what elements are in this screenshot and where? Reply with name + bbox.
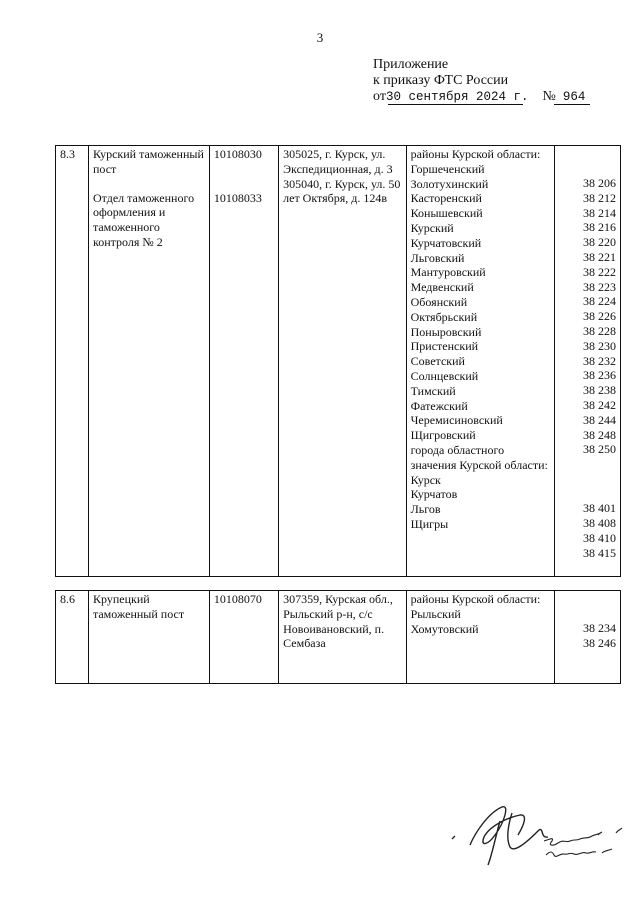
districts-heading: районы Курской области: <box>410 592 541 606</box>
district-code: 38 228 <box>583 323 616 338</box>
district-name: Хомутовский <box>410 621 479 636</box>
district-name: Курчатовский <box>410 235 482 250</box>
district-name: Советский <box>410 354 465 369</box>
district-code: 38 236 <box>583 368 616 383</box>
district-name: Щигровский <box>410 428 476 443</box>
district-code: 38 246 <box>583 635 616 650</box>
post-name: Курский таможенный пост <box>92 147 204 176</box>
district-code: 38 216 <box>583 220 616 235</box>
district-name: Поныровский <box>410 324 482 339</box>
district-name: Рыльский <box>410 606 461 621</box>
appendix-label: Приложение <box>373 57 449 72</box>
city-name: Курск <box>410 472 441 487</box>
district-name: Медвенский <box>410 280 474 295</box>
city-name: Курчатов <box>410 487 458 502</box>
region-codes-cell <box>555 146 621 577</box>
district-name: Конышевский <box>410 206 483 221</box>
cities-heading: города областного значения Курской области: <box>410 442 548 472</box>
signature-block <box>440 795 630 880</box>
district-code: 38 232 <box>583 353 616 368</box>
city-code: 38 401 <box>583 501 616 516</box>
number-underline <box>554 104 590 105</box>
city-name: Щигры <box>410 516 449 531</box>
district-code: 38 220 <box>583 235 616 250</box>
district-code: 38 222 <box>583 264 616 279</box>
district-code: 38 224 <box>583 294 616 309</box>
order-header <box>373 57 585 105</box>
customs-table-krupets <box>55 590 621 684</box>
post-address: 305025, г. Курск, ул. Экспедиционная, д. 3 <box>283 147 393 176</box>
district-name: Курский <box>410 220 454 235</box>
row-number: 8.6 <box>56 591 89 684</box>
district-code: 38 242 <box>583 397 616 412</box>
order-date: 30 сентября 2024 г. <box>385 90 529 104</box>
district-code: 38 238 <box>583 383 616 398</box>
region-codes-cell <box>555 591 621 684</box>
district-name: Пристенский <box>410 339 479 354</box>
order-number: 964 <box>562 90 586 104</box>
district-name: Льговский <box>410 250 465 265</box>
district-code: 38 206 <box>583 176 616 190</box>
district-code: 38 221 <box>583 249 616 264</box>
district-code: 38 230 <box>583 338 616 353</box>
handwritten-signature <box>440 795 630 875</box>
district-name: Октябрьский <box>410 309 478 324</box>
order-date-line <box>373 89 585 105</box>
address-cell <box>279 146 407 577</box>
post-code: 10108030 <box>213 147 262 161</box>
post-code-cell <box>209 146 278 577</box>
district-code: 38 212 <box>583 190 616 205</box>
district-name: Касторенский <box>410 191 482 206</box>
order-reference: к приказу ФТС России <box>373 73 509 88</box>
table-row <box>56 146 621 577</box>
post-name: Крупецкий таможенный пост <box>88 591 209 684</box>
subdivision-name: Отдел таможенного оформления и таможенного контроля № 2 <box>92 190 195 249</box>
customs-table-kursk <box>55 145 621 577</box>
district-name: Обоянский <box>410 294 468 309</box>
table-row <box>56 591 621 684</box>
subdivision-address: 305040, г. Курск, ул. 50 лет Октября, д. 124в <box>283 176 401 206</box>
district-code: 38 250 <box>583 442 616 457</box>
region-names-cell <box>406 146 554 577</box>
district-code: 38 226 <box>583 309 616 324</box>
number-prefix: № <box>542 89 556 104</box>
district-name: Фатежский <box>410 398 468 413</box>
district-name: Горшеченский <box>410 161 485 176</box>
district-name: Солнцевский <box>410 368 479 383</box>
date-underline <box>388 104 523 105</box>
city-code: 38 408 <box>583 515 616 530</box>
district-code: 38 244 <box>583 412 616 427</box>
district-name: Мантуровский <box>410 265 486 280</box>
district-name: Золотухинский <box>410 176 489 191</box>
post-name-cell <box>88 146 209 577</box>
district-code: 38 248 <box>583 427 616 442</box>
city-code: 38 410 <box>583 530 616 545</box>
subdivision-code: 10108033 <box>213 190 262 205</box>
city-name: Льгов <box>410 502 441 517</box>
post-code: 10108070 <box>209 591 278 684</box>
districts-heading: районы Курской области: <box>410 147 541 161</box>
post-address: 307359, Курская обл., Рыльский р-н, с/с Новоивановский, п. Сембаза <box>279 591 407 684</box>
date-prefix: от <box>373 89 386 104</box>
district-code: 38 234 <box>583 621 616 635</box>
district-code: 38 214 <box>583 205 616 220</box>
district-name: Черемисиновский <box>410 413 503 428</box>
region-names-cell <box>406 591 554 684</box>
city-code: 38 415 <box>583 545 616 560</box>
district-name: Тимский <box>410 383 456 398</box>
district-code: 38 223 <box>583 279 616 294</box>
row-number: 8.3 <box>56 146 89 577</box>
page-number: 3 <box>316 30 324 45</box>
